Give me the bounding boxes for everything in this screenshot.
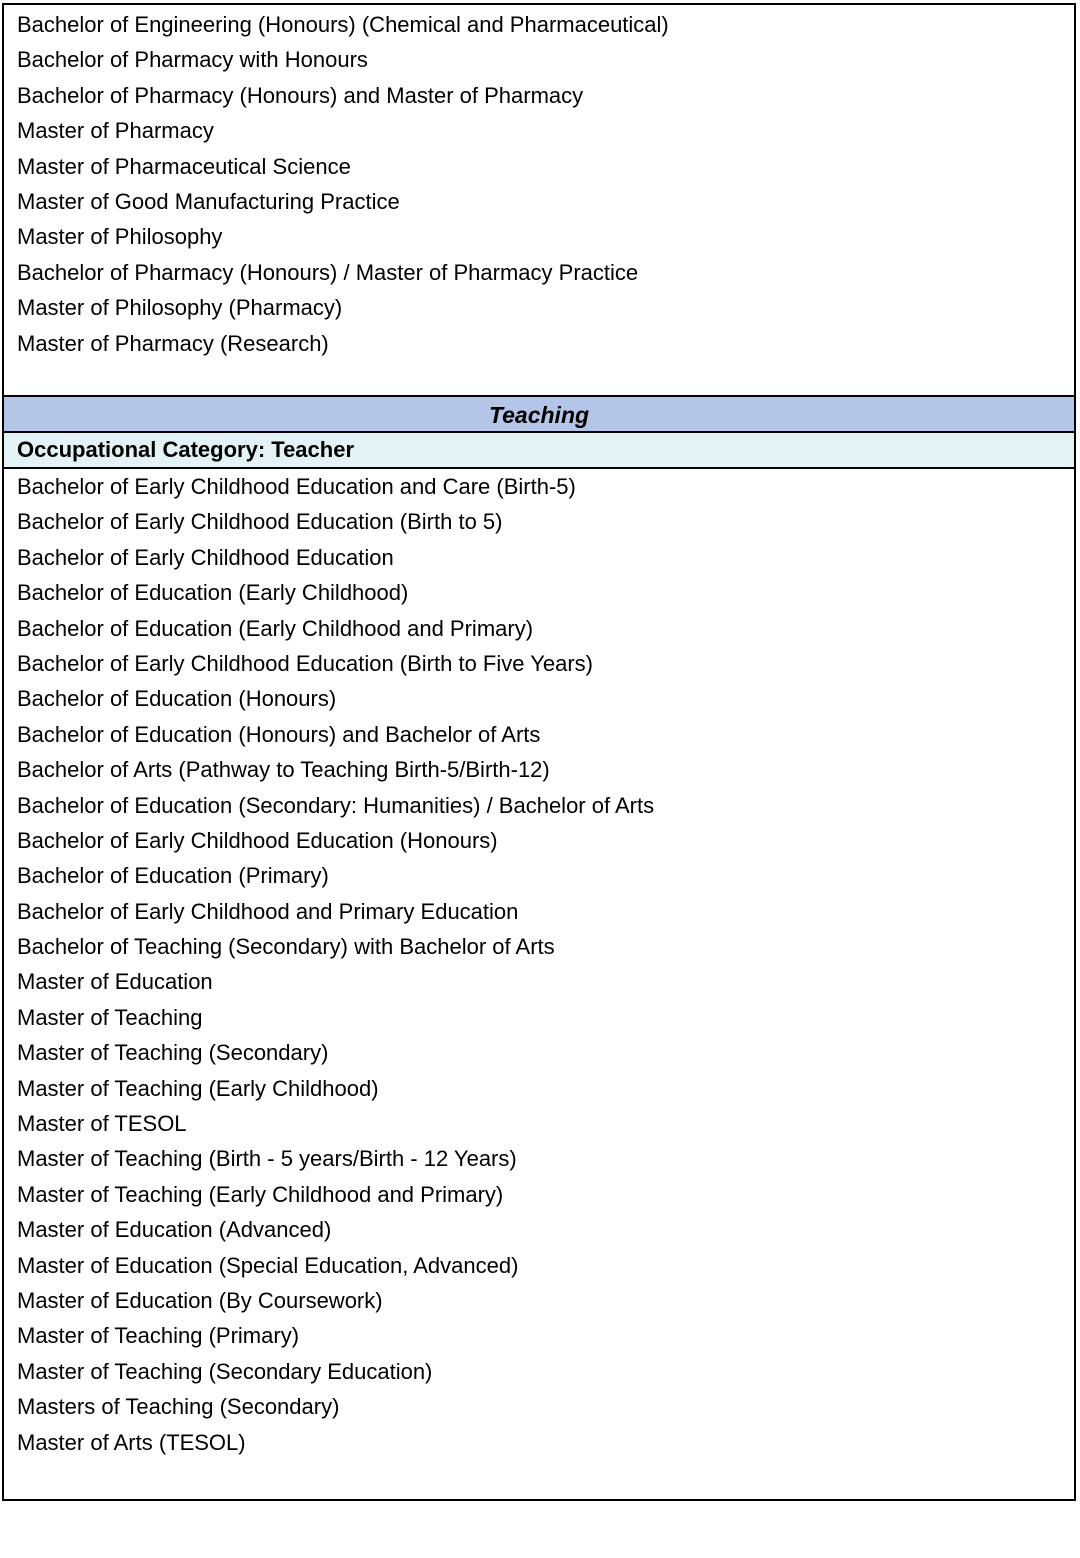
list-item: Bachelor of Education (Early Childhood and Primary) [17, 615, 534, 641]
list-item: Master of Teaching (Secondary Education) [17, 1358, 433, 1384]
list-item: Master of Pharmacy [17, 118, 214, 144]
list-item: Master of Education (By Coursework) [17, 1287, 383, 1313]
section-header-teaching: Teaching [4, 395, 1074, 433]
list-item: Master of Teaching (Birth - 5 years/Birth - 12 Years) [17, 1146, 517, 1172]
pharmacy-qualifications-list [4, 5, 1074, 395]
list-item: Bachelor of Arts (Pathway to Teaching Birth-5/Birth-12) [17, 757, 550, 783]
list-item: Bachelor of Education (Early Childhood) [17, 580, 409, 606]
list-item: Master of Good Manufacturing Practice [17, 188, 400, 214]
list-item: Bachelor of Teaching (Secondary) with Bachelor of Arts [17, 934, 555, 960]
list-item: Bachelor of Early Childhood Education (Birth to 5) [17, 509, 503, 535]
list-item: Bachelor of Education (Primary) [17, 863, 329, 889]
list-item: Bachelor of Education (Secondary: Humanities) / Bachelor of Arts [17, 792, 655, 818]
qualifications-table [2, 3, 1076, 1501]
list-item: Master of Arts (TESOL) [17, 1429, 246, 1455]
list-item: Bachelor of Early Childhood Education (Honours) [17, 827, 498, 853]
list-item: Master of Education [17, 969, 213, 995]
list-item: Bachelor of Pharmacy (Honours) and Master of Pharmacy [17, 82, 584, 108]
list-item: Master of Teaching (Primary) [17, 1323, 300, 1349]
list-item: Masters of Teaching (Secondary) [17, 1394, 340, 1420]
list-item: Master of Pharmaceutical Science [17, 153, 351, 179]
list-item: Bachelor of Early Childhood and Primary Education [17, 898, 519, 924]
list-item: Master of Teaching [17, 1004, 203, 1030]
list-item: Master of Teaching (Early Childhood) [17, 1075, 379, 1101]
list-item: Master of TESOL [17, 1111, 187, 1137]
list-item: Bachelor of Pharmacy with Honours [17, 47, 368, 73]
list-item: Bachelor of Education (Honours) and Bachelor of Arts [17, 721, 541, 747]
list-item: Master of Teaching (Early Childhood and Primary) [17, 1181, 504, 1207]
list-item: Bachelor of Education (Honours) [17, 686, 337, 712]
list-item: Master of Education (Special Education, Advanced) [17, 1252, 519, 1278]
list-item: Master of Philosophy [17, 224, 223, 250]
list-item: Master of Philosophy (Pharmacy) [17, 295, 343, 321]
list-item: Master of Pharmacy (Research) [17, 330, 329, 356]
list-item: Bachelor of Early Childhood Education (Birth to Five Years) [17, 650, 593, 676]
list-item: Bachelor of Early Childhood Education and Care (Birth-5) [17, 474, 576, 499]
occupational-category-header: Occupational Category: Teacher [4, 433, 1074, 469]
list-item: Bachelor of Engineering (Honours) (Chemical and Pharmaceutical) [17, 12, 669, 37]
list-item: Master of Teaching (Secondary) [17, 1040, 329, 1066]
list-item: Bachelor of Pharmacy (Honours) / Master of Pharmacy Practice [17, 259, 639, 285]
list-item: Master of Education (Advanced) [17, 1217, 332, 1243]
teaching-qualifications-list [4, 469, 1074, 1499]
list-item: Bachelor of Early Childhood Education [17, 544, 394, 570]
